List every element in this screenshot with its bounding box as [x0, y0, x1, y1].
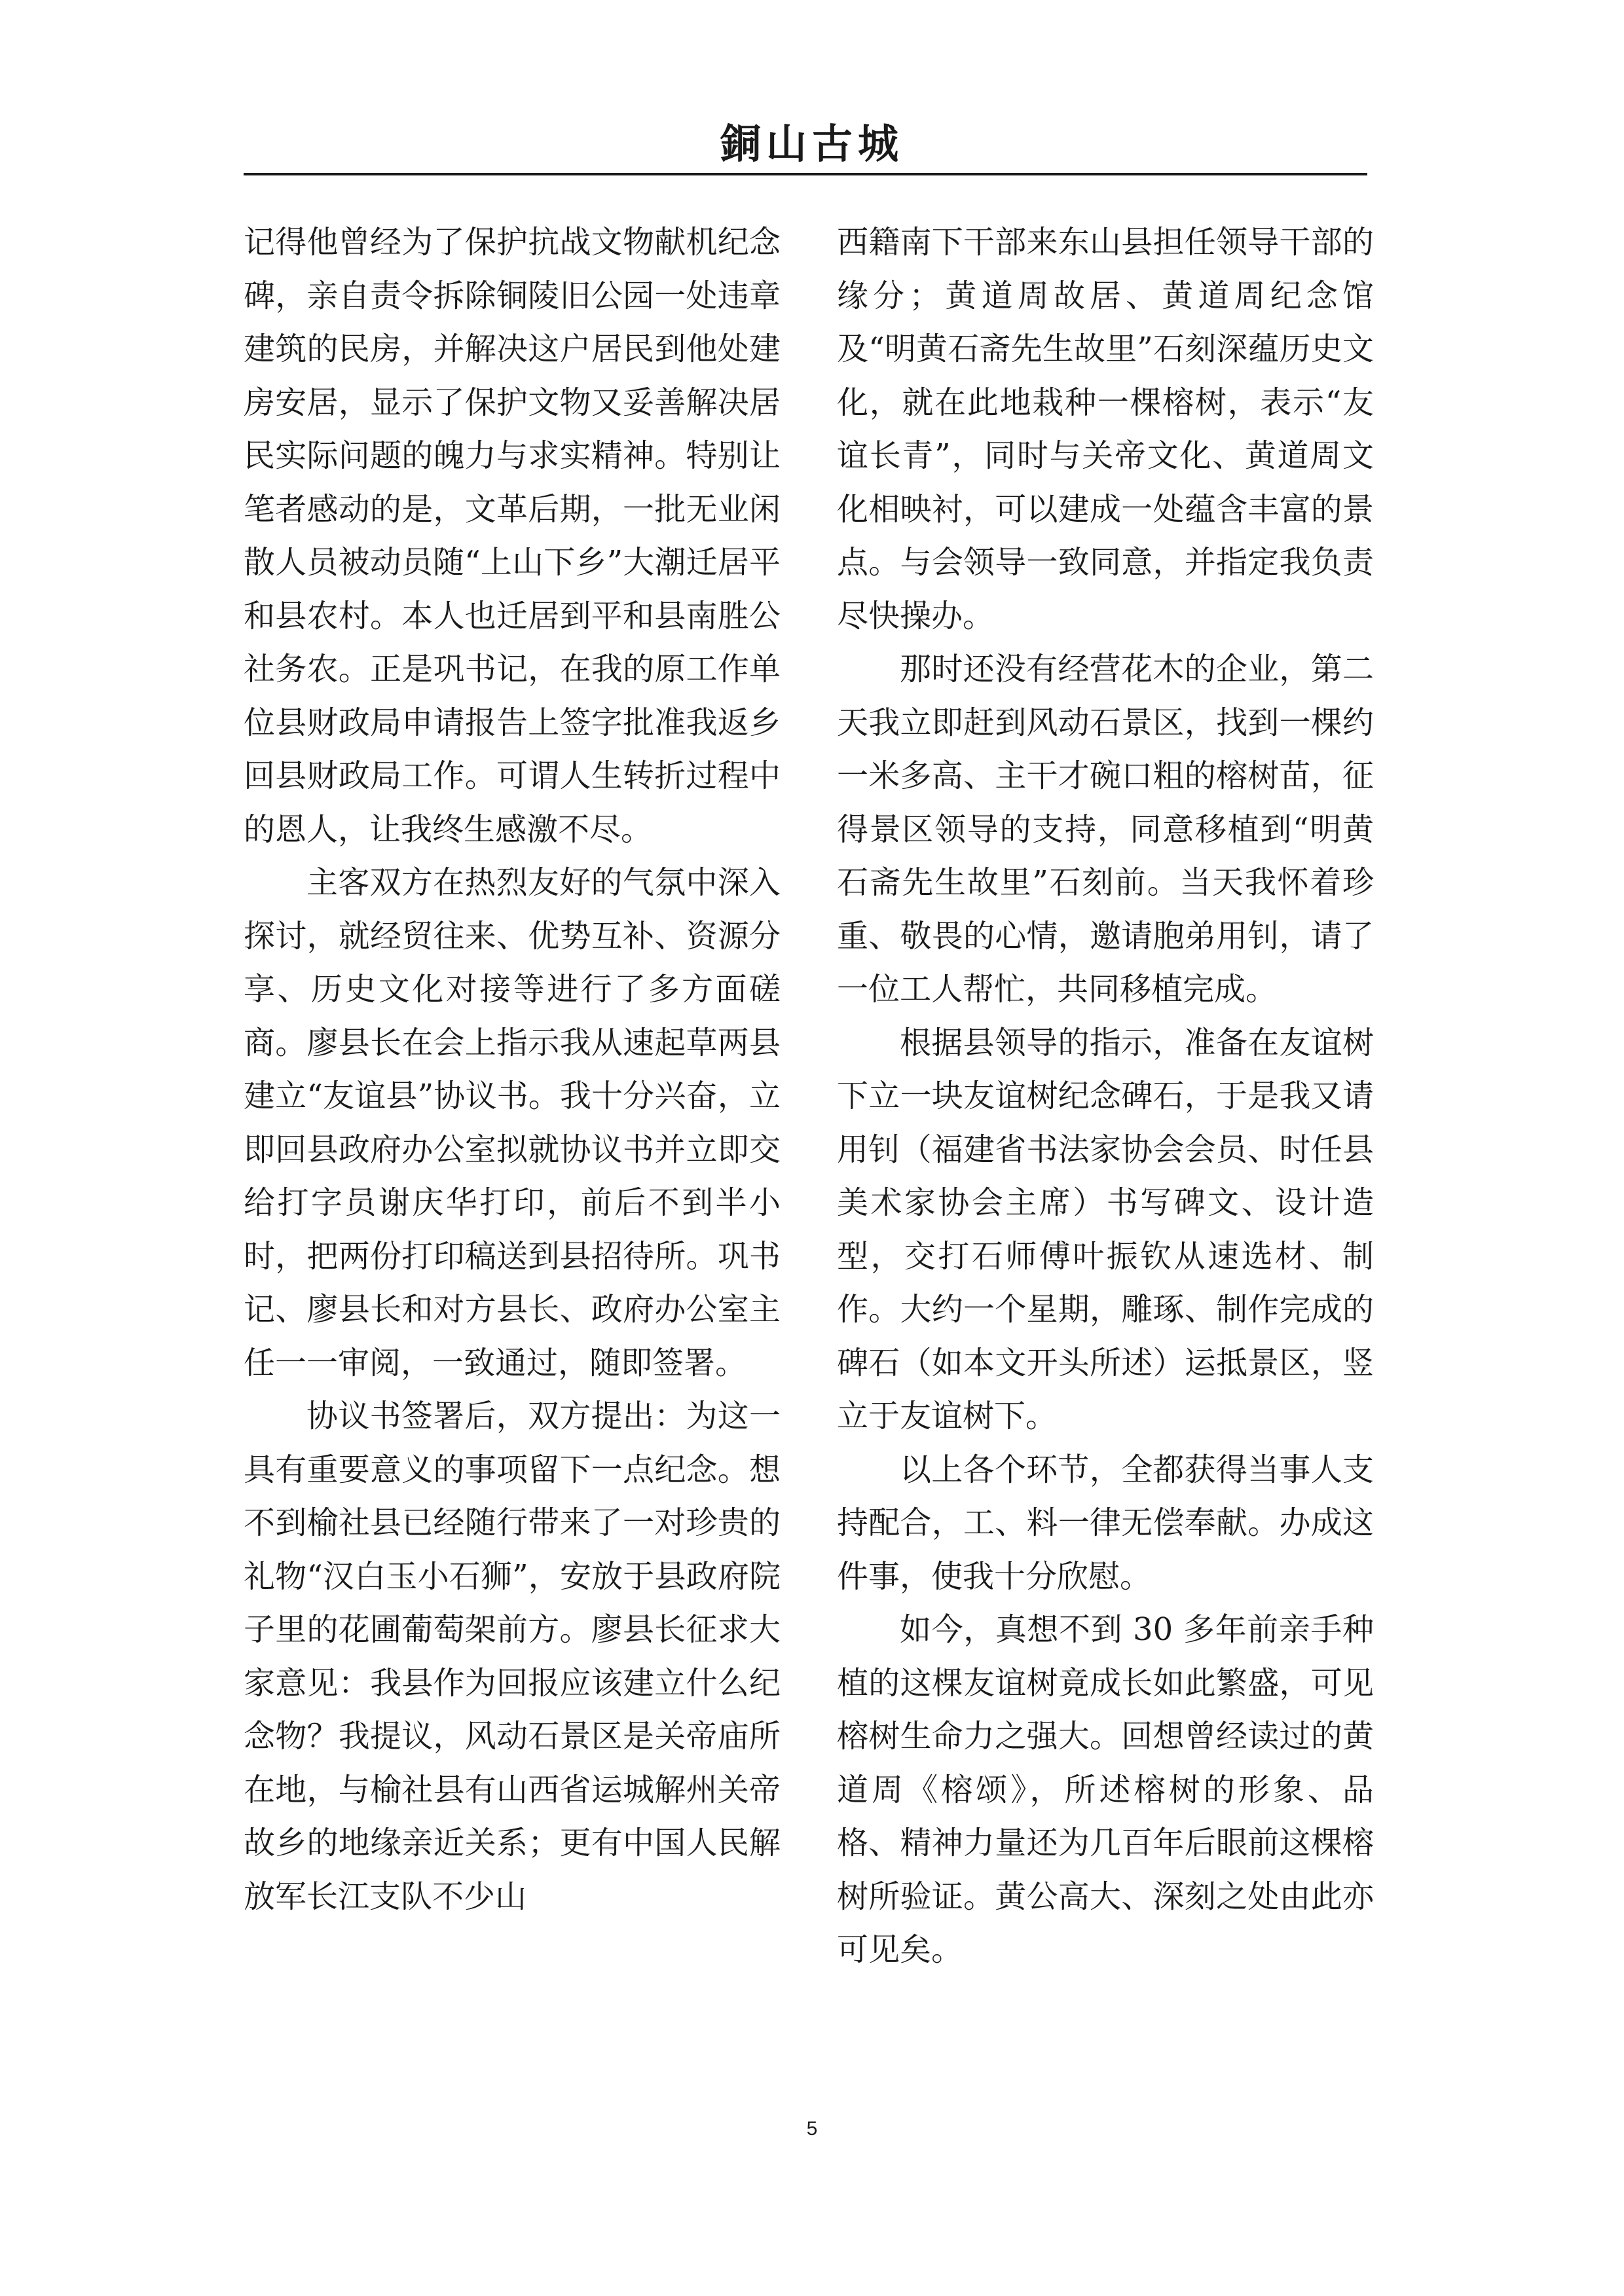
- paragraph-right-5: 如今，真想不到 30 多年前亲手种植的这棵友谊树竟成长如此繁盛，可见榕树生命力之强大。回想曾经读过的黄道周《榕颂》，所述榕树的形象、品格、精神力量还为几百年后眼前这棵榕树所验证。黄公高大、深刻之处由此亦可见矣。: [837, 1611, 1374, 1968]
- paragraph-right-2: 那时还没有经营花木的企业，第二天我立即赶到风动石景区，找到一棵约一米多高、主干才碗口粗的榕树苗，征得景区领导的支持，同意移植到“明黄石斋先生故里”石刻前。当天我怀着珍重、敬畏的心情，邀请胞弟用钊，请了一位工人帮忙，共同移植完成。: [837, 651, 1374, 1008]
- right-text-column: [837, 216, 1374, 1977]
- left-text-column: [244, 216, 781, 1923]
- paragraph-right-3: 根据县领导的指示，准备在友谊树下立一块友谊树纪念碑石，于是我又请用钊（福建省书法家协会会员、时任县美术家协会主席）书写碑文、设计造型，交打石师傅叶振钦从速选材、制作。大约一个星期，雕琢、制作完成的碑石（如本文开头所述）运抵景区，竖立于友谊树下。: [837, 1024, 1374, 1434]
- paragraph-right-4: 以上各个环节，全都获得当事人支持配合，工、料一律无偿奉献。办成这件事，使我十分欣慰。: [837, 1451, 1374, 1595]
- paragraph-left-2: 主客双方在热烈友好的气氛中深入探讨，就经贸往来、优势互补、资源分享、历史文化对接等进行了多方面磋商。廖县长在会上指示我从速起草两县建立“友谊县”协议书。我十分兴奋，立即回县政府办公室拟就协议书并立即交给打字员谢庆华打印，前后不到半小时，把两份打印稿送到县招待所。巩书记、廖县长和对方县长、政府办公室主任一一审阅，一致通过，随即签署。: [244, 864, 781, 1381]
- paragraph-left-3: 协议书签署后，双方提出：为这一具有重要意义的事项留下一点纪念。想不到榆社县已经随行带来了一对珍贵的礼物“汉白玉小石狮”，安放于县政府院子里的花圃葡萄架前方。廖县长征求大家意见：我县作为回报应该建立什么纪念物？我提议，风动石景区是关帝庙所在地，与榆社县有山西省运城解州关帝故乡的地缘亲近关系；更有中国人民解放军长江支队不少山: [244, 1398, 781, 1915]
- paragraph-right-1: 西籍南下干部来东山县担任领导干部的缘分；黄道周故居、黄道周纪念馆及“明黄石斋先生故里”石刻深蕴历史文化，就在此地栽种一棵榕树，表示“友谊长青”，同时与关帝文化、黄道周文化相映衬，可以建成一处蕴含丰富的景点。与会领导一致同意，并指定我负责尽快操办。: [837, 224, 1374, 634]
- paragraph-left-1: 记得他曾经为了保护抗战文物献机纪念碑，亲自责令拆除铜陵旧公园一处违章建筑的民房，并解决这户居民到他处建房安居，显示了保护文物又妥善解决居民实际问题的魄力与求实精神。特别让笔者感动的是，文革后期，一批无业闲散人员被动员随“上山下乡”大潮迁居平和县农村。本人也迁居到平和县南胜公社务农。正是巩书记，在我的原工作单位县财政局申请报告上签字批准我返乡回县财政局工作。可谓人生转折过程中的恩人，让我终生感激不尽。: [244, 224, 781, 848]
- header-divider: [244, 173, 1367, 175]
- page-number: 5: [806, 2118, 818, 2140]
- page-header-title: 銅山古城: [720, 120, 904, 168]
